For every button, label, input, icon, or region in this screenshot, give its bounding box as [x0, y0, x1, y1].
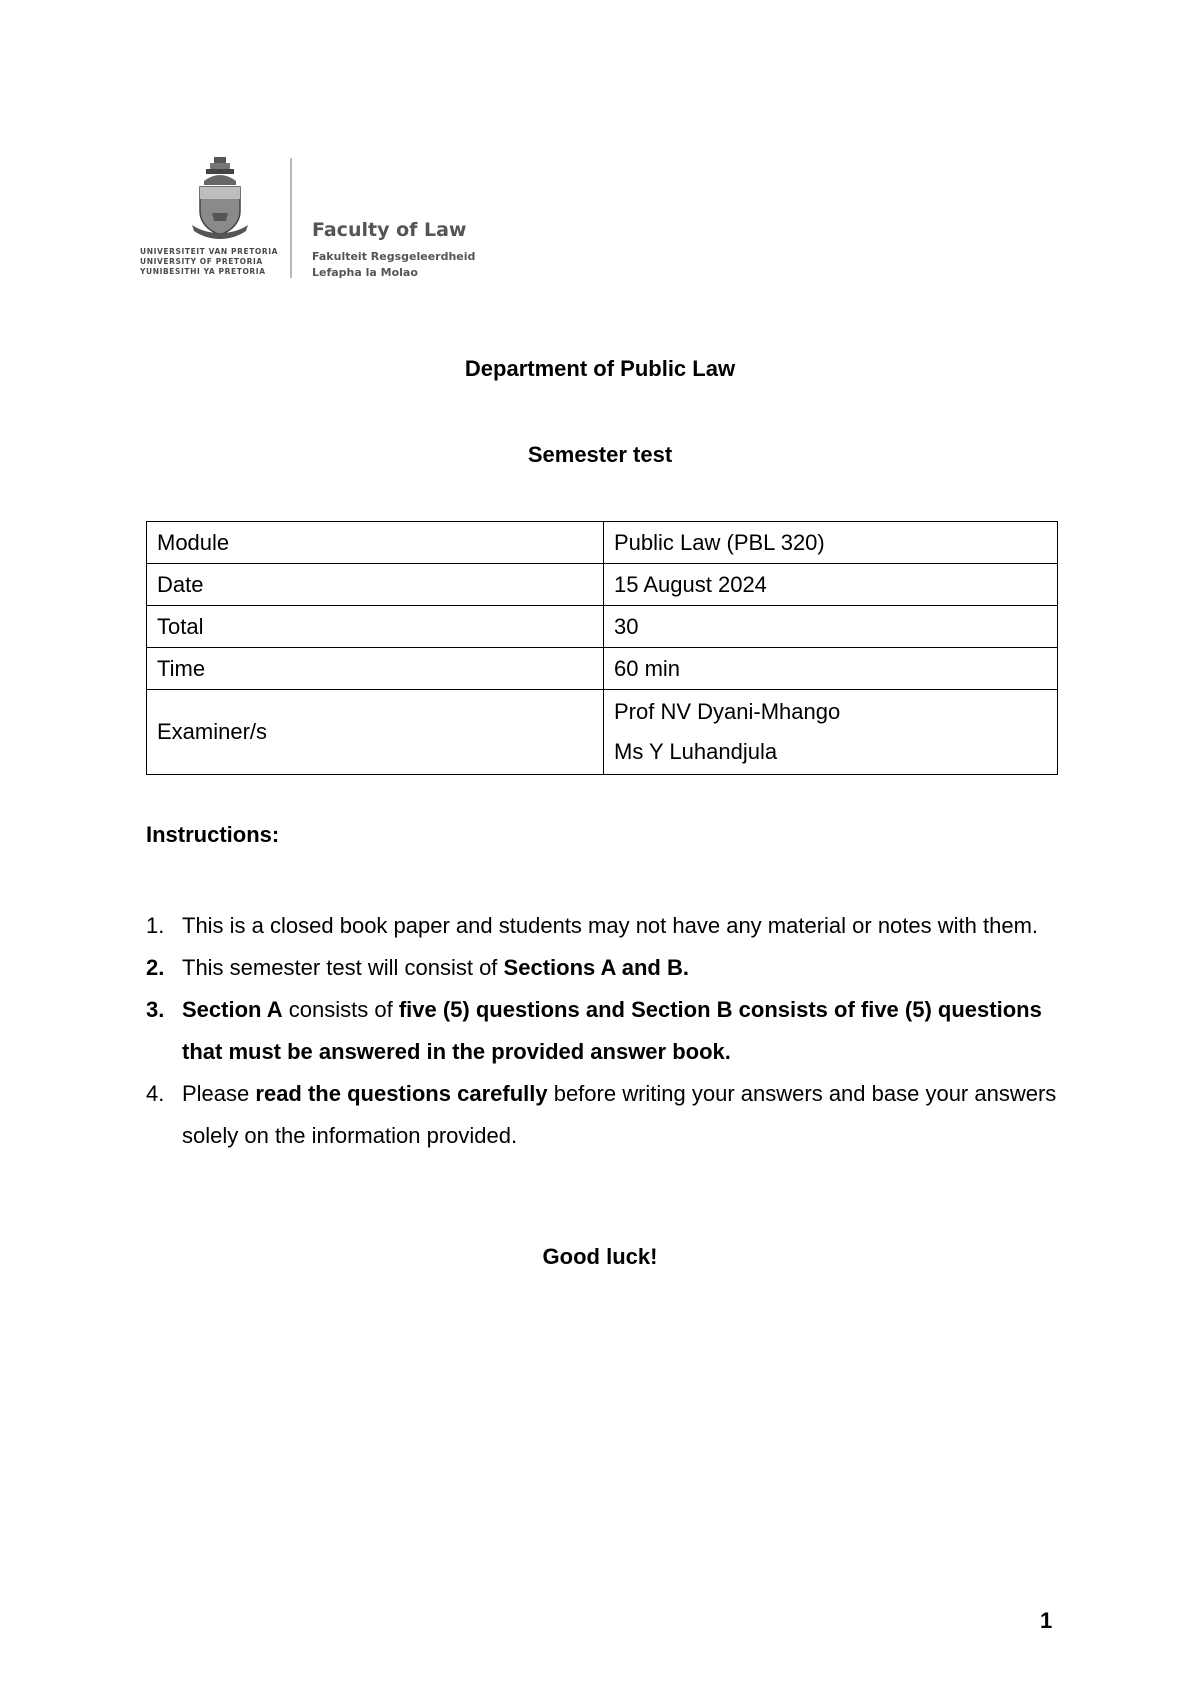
- module-label: Module: [147, 522, 604, 564]
- instruction-number: 2.: [146, 955, 165, 980]
- examiner-1: Prof NV Dyani-Mhango: [614, 699, 841, 724]
- instruction-text: This semester test will consist of: [182, 955, 504, 980]
- university-crest-icon: [190, 155, 250, 239]
- university-logo: [140, 155, 480, 295]
- instructions-heading: Instructions:: [146, 822, 280, 847]
- instruction-text: before writing your answers and base your answers solely on the information provided.: [182, 1081, 1057, 1148]
- instruction-number: 4.: [146, 1081, 165, 1106]
- instructions-list: [146, 905, 1066, 1157]
- module-value: Public Law (PBL 320): [604, 522, 1058, 564]
- time-value: 60 min: [604, 648, 1058, 690]
- instruction-emphasis: Section A: [182, 997, 283, 1022]
- instruction-number: 3.: [146, 997, 165, 1022]
- university-name-sepedi: YUNIBESITHI YA PRETORIA: [140, 267, 266, 276]
- total-value: 30: [604, 606, 1058, 648]
- instruction-item: [146, 989, 1066, 1073]
- instruction-emphasis: read the questions carefully: [255, 1081, 548, 1106]
- university-name-lines: [140, 247, 278, 277]
- page-number: 1: [1040, 1608, 1053, 1633]
- instruction-item: [146, 1073, 1066, 1157]
- total-label: Total: [147, 606, 604, 648]
- instruction-item: [146, 905, 1066, 947]
- examiners-label: Examiner/s: [147, 690, 604, 775]
- instruction-item: [146, 947, 1066, 989]
- date-label: Date: [147, 564, 604, 606]
- university-name-afrikaans: UNIVERSITEIT VAN PRETORIA: [140, 247, 279, 256]
- test-info-table: [146, 521, 1058, 775]
- time-label: Time: [147, 648, 604, 690]
- examiners-value: [604, 690, 1058, 775]
- closing-message: Good luck!: [542, 1244, 658, 1269]
- table-row: [147, 690, 1058, 775]
- table-row: [147, 564, 1058, 606]
- faculty-name-afrikaans: Fakulteit Regsgeleerdheid: [312, 250, 476, 263]
- faculty-name-sepedi: Lefapha la Molao: [312, 266, 418, 279]
- table-row: [147, 606, 1058, 648]
- logo-divider: [290, 158, 292, 278]
- test-title: Semester test: [527, 442, 673, 467]
- instruction-number: 1.: [146, 913, 165, 938]
- instruction-text: consists of: [282, 997, 399, 1022]
- instruction-text: This is a closed book paper and students may not have any material or notes with them.: [182, 913, 1039, 938]
- date-value: 15 August 2024: [604, 564, 1058, 606]
- table-row: [147, 522, 1058, 564]
- instruction-text: Please: [182, 1081, 256, 1106]
- department-title: Department of Public Law: [464, 356, 736, 381]
- table-row: [147, 648, 1058, 690]
- faculty-translations: [312, 249, 475, 281]
- instruction-emphasis: five (5) questions and Section B consists of five (5) questions that must be answered in the provided answer book.: [182, 997, 1042, 1064]
- university-name-english: UNIVERSITY OF PRETORIA: [140, 257, 263, 266]
- instruction-emphasis: Sections A and B.: [503, 955, 689, 980]
- examiner-2: Ms Y Luhandjula: [614, 739, 778, 764]
- faculty-name: Faculty of Law: [312, 219, 467, 241]
